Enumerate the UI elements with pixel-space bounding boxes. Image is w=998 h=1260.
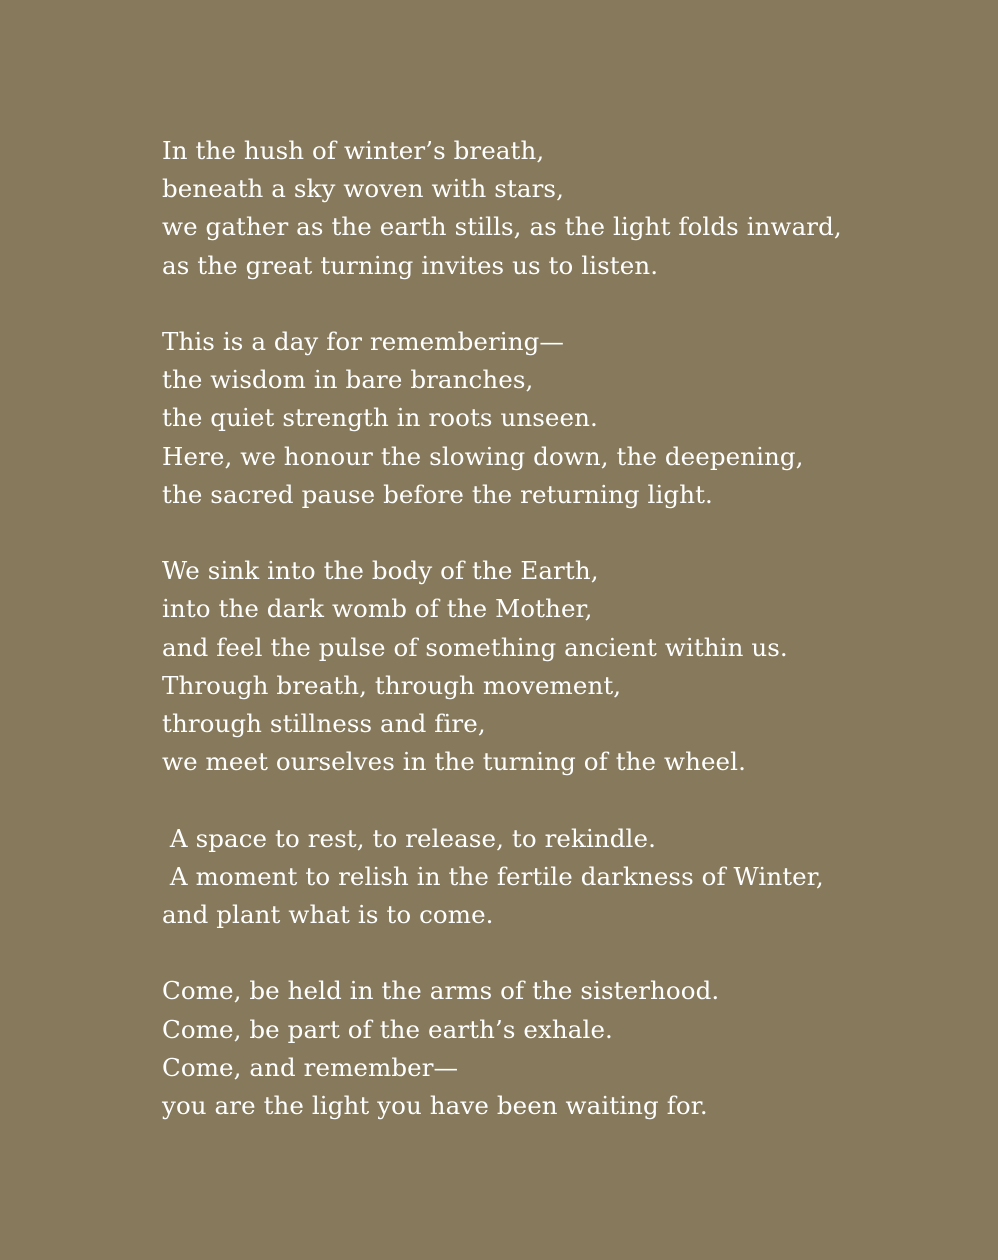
poem-line: Here, we honour the slowing down, the deepening, [162,441,804,471]
poem-line: and feel the pulse of something ancient within us. [162,632,788,662]
poem-line: you are the light you have been waiting for. [162,1091,708,1121]
stanza-3 [162,552,952,781]
poem-line: Come, be held in the arms of the sisterhood. [162,976,720,1006]
poem-line: the sacred pause before the returning light. [162,479,713,509]
poem-line: A space to rest, to release, to rekindle. [162,823,656,853]
poem-line: we meet ourselves in the turning of the wheel. [162,747,746,777]
stanza-4 [162,820,952,935]
poem-line: Come, be part of the earth’s exhale. [162,1014,613,1044]
poem-line: through stillness and fire, [162,709,486,739]
poem-line: Come, and remember— [162,1052,459,1082]
poem-line: as the great turning invites us to listen. [162,250,659,280]
poem [162,132,952,1163]
stanza-1 [162,132,952,285]
stanza-5 [162,972,952,1125]
poem-line: This is a day for remembering— [162,327,565,356]
stanza-2 [162,323,952,514]
poem-line: A moment to relish in the fertile darkness of Winter, [162,861,824,891]
poem-line: the quiet strength in roots unseen. [162,403,598,433]
poem-line: and plant what is to come. [162,900,494,930]
poem-line: the wisdom in bare branches, [162,365,534,395]
poem-line: We sink into the body of the Earth, [162,556,599,586]
poem-line: Through breath, through movement, [162,670,622,700]
poem-line: we gather as the earth stills, as the light folds inward, [162,212,842,242]
poem-line: into the dark womb of the Mother, [162,594,593,624]
poem-line: In the hush of winter’s breath, [162,136,545,165]
poem-line: beneath a sky woven with stars, [162,174,564,204]
